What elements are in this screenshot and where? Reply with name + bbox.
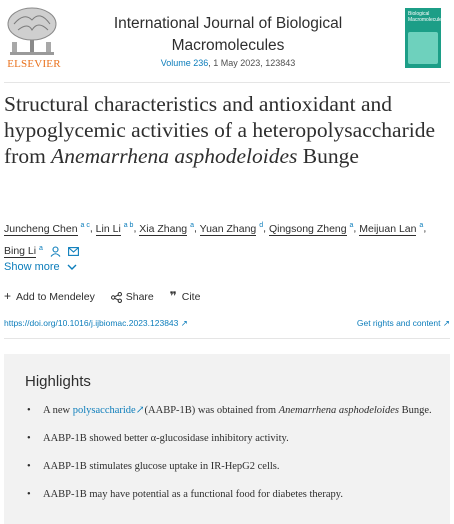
section-divider bbox=[4, 338, 450, 339]
chevron-down-icon bbox=[67, 264, 77, 271]
highlights-list bbox=[25, 402, 445, 514]
person-icon[interactable] bbox=[50, 246, 61, 257]
author-link[interactable]: Lin Li bbox=[95, 222, 121, 235]
publisher-name: ELSEVIER bbox=[7, 58, 61, 70]
show-more-button[interactable]: Show more bbox=[4, 261, 77, 273]
author-link[interactable]: Juncheng Chen bbox=[4, 222, 78, 235]
journal-cover-image[interactable] bbox=[405, 8, 445, 68]
author-link[interactable]: Yuan Zhang bbox=[199, 222, 257, 235]
author-link[interactable]: Bing Li bbox=[4, 245, 37, 257]
article-title: Structural characteristics and antioxidant and hypoglycemic activities of a heteropolysaccharide from Anemarrhena asphodeloides Bunge bbox=[4, 92, 436, 168]
tree-icon bbox=[4, 4, 60, 58]
email-icon[interactable] bbox=[68, 247, 79, 256]
external-link-icon: ↗ bbox=[180, 318, 188, 328]
journal-title[interactable]: International Journal of Biological Macromolecules bbox=[113, 15, 343, 54]
add-to-mendeley-button[interactable]: + Add to Mendeley bbox=[4, 289, 95, 303]
list-item: • AABP-1B may have potential as a functional food for diabetes therapy. bbox=[25, 486, 445, 503]
cite-button[interactable]: ❞ Cite bbox=[169, 289, 201, 303]
rights-link[interactable]: Get rights and content ↗ bbox=[356, 318, 450, 328]
journal-header bbox=[0, 0, 454, 82]
author-link[interactable]: Meijuan Lan bbox=[359, 222, 417, 235]
share-icon bbox=[111, 292, 122, 303]
list-item: • A new polysaccharide↗(AABP-1B) was obtained from Anemarrhena asphodeloides Bunge. bbox=[25, 402, 445, 419]
highlights-heading: Highlights bbox=[25, 373, 91, 390]
external-link-icon: ↗ bbox=[135, 405, 145, 416]
article-actions bbox=[4, 289, 213, 303]
journal-issue-info: Volume 236, 1 May 2023, 123843 bbox=[160, 58, 296, 68]
author-link[interactable]: Xia Zhang bbox=[139, 222, 188, 235]
author-link[interactable]: Qingsong Zheng bbox=[268, 222, 347, 235]
author-list: Juncheng Chen $^{a c}$, Lin Li $^{a b}$, Xia Zhang $^a$, Yuan Zhang $^d$, Qingsong Zheng $^a$, Meijuan Lan $^a$, Bing Li $^a$ bbox=[4, 222, 427, 257]
external-link-icon: ↗ bbox=[442, 318, 450, 328]
header-divider bbox=[4, 82, 450, 83]
share-button[interactable]: Share bbox=[111, 291, 154, 303]
highlights-section bbox=[4, 354, 450, 524]
cover-title: Biological Macromolecules bbox=[408, 11, 445, 23]
cover-illustration bbox=[408, 32, 438, 64]
polysaccharide-link[interactable]: polysaccharide bbox=[72, 405, 136, 416]
plus-icon: + bbox=[4, 289, 12, 303]
list-item: • AABP-1B showed better α-glucosidase inhibitory activity. bbox=[25, 430, 445, 447]
doi-link[interactable]: https://doi.org/10.1016/j.ijbiomac.2023.123843 ↗ bbox=[4, 318, 188, 328]
quote-icon: ❞ bbox=[169, 289, 177, 303]
list-item: • AABP-1B stimulates glucose uptake in IR-HepG2 cells. bbox=[25, 458, 445, 475]
volume-link[interactable]: Volume 236 bbox=[160, 58, 209, 68]
